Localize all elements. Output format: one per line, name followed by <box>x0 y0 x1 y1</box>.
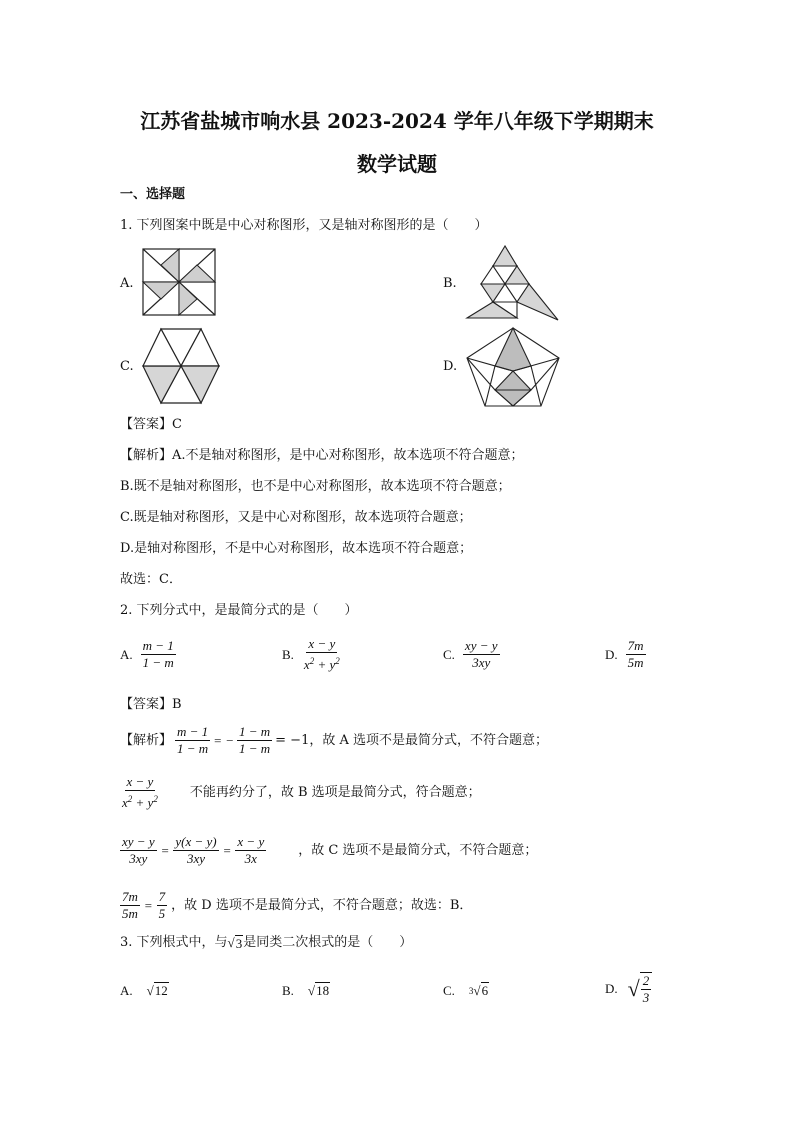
equals-sign: = <box>222 842 232 858</box>
q1-figure-b-triangles <box>465 244 560 322</box>
fraction-denominator: 5m <box>627 655 644 670</box>
den-x: x <box>303 657 310 672</box>
q1-analysis-3: C.既是轴对称图形，又是中心对称图形，故本选项符合题意； <box>120 510 472 525</box>
fraction-numerator: 7m <box>627 638 644 653</box>
q2-option-c-label: C. <box>443 646 455 662</box>
fraction-denominator <box>302 653 342 673</box>
fraction-numerator: y(x − y) <box>175 834 217 849</box>
fraction <box>235 834 266 867</box>
den-y: + y <box>132 795 154 810</box>
q1-label-d: D. <box>443 359 458 374</box>
exponent: 2 <box>309 656 315 666</box>
q2-option-c-fraction <box>463 638 500 671</box>
q1-figure-a-pinwheel <box>141 247 217 317</box>
q2-answer: 【答案】B <box>120 697 182 712</box>
radicand: 6 <box>481 983 489 998</box>
fraction <box>120 774 160 811</box>
analysis-text: 不能再约分了，故 B 选项是最简分式，符合题意； <box>189 784 481 800</box>
fraction-numerator: 7m <box>122 889 138 904</box>
q2-option-c <box>443 638 500 671</box>
fraction-denominator: 3xy <box>186 851 206 866</box>
q1-analysis-1: 【解析】A.不是轴对称图形，是中心对称图形，故本选项不符合题意； <box>120 448 524 463</box>
radicand: 3 <box>235 935 243 951</box>
fraction-denominator <box>120 791 160 811</box>
fraction-numerator: m − 1 <box>142 638 174 653</box>
sqrt-3: √ 3 <box>227 935 243 951</box>
q1-figure-d-pentagon <box>465 326 561 408</box>
q2-analysis-line4 <box>120 889 472 922</box>
root-index: 3 <box>468 985 474 996</box>
q3-stem <box>120 934 412 952</box>
fraction-denominator: 5 <box>158 906 166 921</box>
analysis-prefix: 【解析】 <box>120 732 173 748</box>
q3-stem-text: 3. 下列根式中，与 <box>120 935 228 950</box>
doc-title-line2: 数学试题 <box>357 152 437 176</box>
fraction-numerator: 2 <box>642 973 650 988</box>
q1-analysis-5: 故选：C． <box>120 572 182 587</box>
q2-option-d-label: D. <box>605 646 618 662</box>
q3-option-a <box>120 982 169 999</box>
q2-option-b-label: B. <box>282 646 294 662</box>
fraction <box>157 889 168 922</box>
q3-option-c-label: C. <box>443 982 455 998</box>
fraction-numerator: x − y <box>308 636 336 651</box>
q1-label-a: A. <box>120 276 134 291</box>
fraction-numerator: xy − y <box>464 638 498 653</box>
fraction <box>641 973 652 1006</box>
fraction <box>237 724 272 757</box>
q2-option-b <box>282 636 342 673</box>
q3-option-b-label: B. <box>282 982 294 998</box>
q1-analysis-4: D.是轴对称图形，不是中心对称图形，故本选项不符合题意； <box>120 541 473 556</box>
fraction-denominator: 5m <box>122 906 138 921</box>
exponent: 2 <box>153 794 158 804</box>
fraction-denominator: 3x <box>244 851 257 866</box>
q2-option-a-label: A. <box>120 646 133 662</box>
fraction-denominator: 3xy <box>129 851 148 866</box>
q2-analysis-line3 <box>120 834 537 867</box>
fraction-numerator: 1 − m <box>238 724 271 739</box>
q1-label-c: C. <box>120 359 134 374</box>
q2-option-a-fraction <box>141 638 176 671</box>
q1-answer: 【答案】C <box>120 417 182 432</box>
fraction <box>173 834 218 867</box>
exponent: 2 <box>335 656 340 666</box>
equals-sign: = <box>160 842 170 858</box>
q2-stem: 2. 下列分式中，是最简分式的是（ ） <box>120 603 358 618</box>
cube-root-6: 3 √ 6 <box>468 982 489 998</box>
exponent: 2 <box>127 794 133 804</box>
analysis-text: = −1，故 A 选项不是最简分式，不符合题意； <box>275 732 548 748</box>
q3-option-a-label: A. <box>120 982 133 998</box>
radicand: 18 <box>316 983 330 998</box>
analysis-text: ，故 D 选项不是最简分式，不符合题意；故选：B． <box>171 897 473 913</box>
q2-option-d-fraction <box>626 638 646 671</box>
fraction <box>120 889 140 922</box>
q3-option-b <box>282 982 330 999</box>
fraction-numerator: 7 <box>158 889 166 904</box>
q2-option-d <box>605 638 646 671</box>
sqrt-12: √ 12 <box>146 982 168 998</box>
q3-option-d-label: D. <box>605 981 618 996</box>
doc-title-line1: 江苏省盐城市响水县 2023-2024 学年八年级下学期期末 <box>140 109 654 133</box>
q1-stem: 1. 下列图案中既是中心对称图形，又是轴对称图形的是（ ） <box>120 218 488 233</box>
sqrt-18: √ 18 <box>307 982 330 998</box>
fraction-numerator: x − y <box>126 774 154 789</box>
equals-sign: = <box>143 897 153 913</box>
q3-stem-text: 是同类二次根式的是（ ） <box>243 935 413 950</box>
den-x: x <box>122 795 128 810</box>
q2-option-b-fraction <box>302 636 342 673</box>
radicand: 12 <box>154 983 168 998</box>
fraction-denominator: 3 <box>642 990 650 1005</box>
q1-label-b: B. <box>443 276 457 291</box>
q3-option-d <box>605 972 652 1006</box>
sqrt-fraction: √ $\frac{2}{3}$ <box>628 972 653 1006</box>
fraction-numerator: x − y <box>237 834 265 849</box>
section-heading: 一、选择题 <box>120 187 186 202</box>
fraction-numerator: xy − y <box>122 834 155 849</box>
q3-option-c <box>443 982 489 999</box>
fraction-denominator: 1 − m <box>238 741 271 756</box>
radicand <box>640 972 653 1006</box>
fraction-numerator: m − 1 <box>177 724 209 739</box>
q2-option-a <box>120 638 176 671</box>
q2-analysis-line1 <box>120 724 548 757</box>
fraction <box>175 724 210 757</box>
q1-figure-c-hexagon <box>141 327 221 405</box>
equals-minus: = − <box>213 732 234 748</box>
analysis-text: ，故 C 选项不是最简分式，不符合题意； <box>298 842 538 858</box>
q1-analysis-2: B.既不是轴对称图形，也不是中心对称图形，故本选项不符合题意； <box>120 479 511 494</box>
q2-analysis-line2 <box>120 774 481 811</box>
fraction <box>120 834 157 867</box>
fraction-denominator: 3xy <box>472 655 491 670</box>
fraction-denominator: 1 − m <box>177 741 209 756</box>
den-y: + y <box>314 657 336 672</box>
fraction-denominator: 1 − m <box>142 655 174 670</box>
